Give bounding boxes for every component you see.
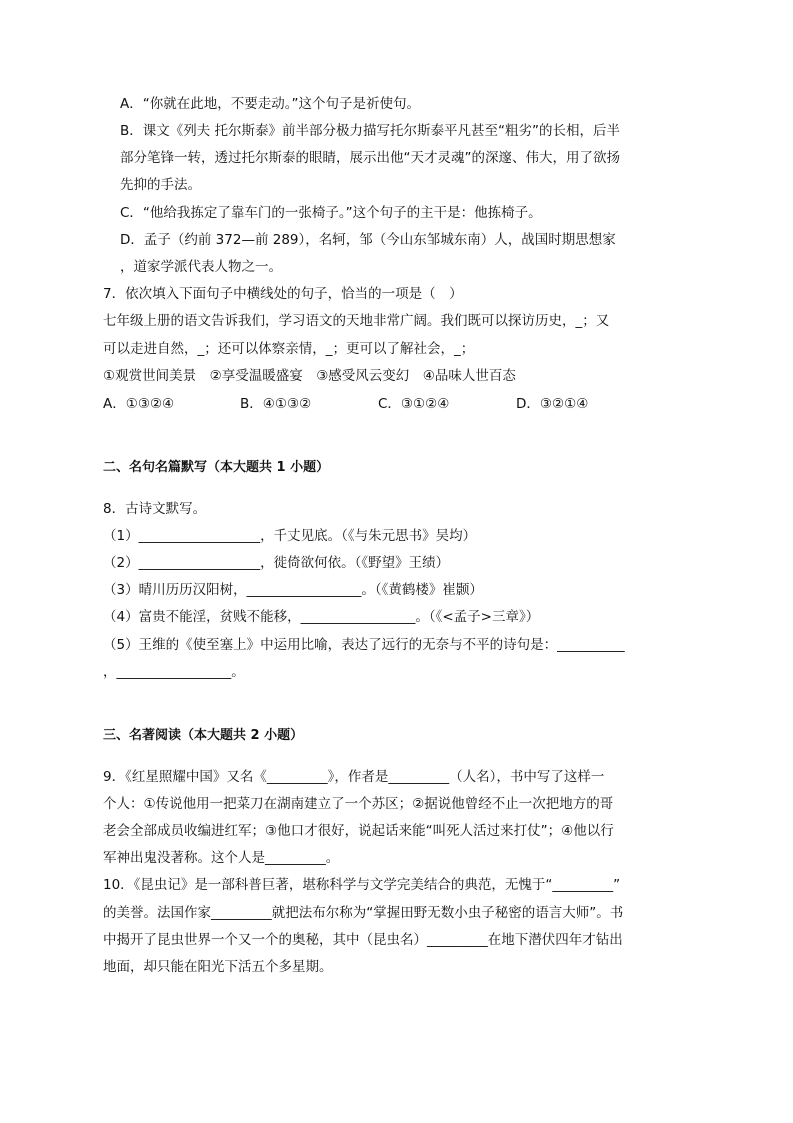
q8-line-3: （3）晴川历历汉阳树，_________________。（《黄鹤楼》崔颢） bbox=[103, 582, 483, 598]
q10-line-4: 地面，却只能在阳光下活五个多星期。 bbox=[103, 959, 333, 975]
section-3-title: 三、名著阅读（本大题共 2 小题） bbox=[103, 728, 304, 743]
section-2-title: 二、名句名篇默写（本大题共 1 小题） bbox=[103, 460, 330, 475]
q6-option-a: A．“你就在此地，不要走动。”这个句子是祈使句。 bbox=[120, 96, 420, 112]
q9-line-1: 9．《红星照耀中国》又名《_________》，作者是_________（人名），书中写了这样一 bbox=[103, 769, 605, 785]
q6-option-b-line3: 先抑的手法。 bbox=[120, 177, 201, 193]
q6-option-d-line2: ，道家学派代表人物之一。 bbox=[120, 259, 282, 275]
q7-choice-d: D．③②①④ bbox=[516, 396, 589, 412]
q7-items: ①观赏世间美景 ②享受温暖盛宴 ③感受风云变幻 ④品味人世百态 bbox=[103, 368, 516, 384]
q7-text-line1: 七年级上册的语文告诉我们，学习语文的天地非常广阔。我们既可以探访历史，_；又 bbox=[103, 313, 610, 329]
q8-line-4: （4）富贵不能淫，贫贱不能移，_________________。（《<孟子>三章》） bbox=[103, 609, 540, 625]
q7-stem: 7．依次填入下面句子中横线处的句子，恰当的一项是（ ） bbox=[103, 286, 463, 302]
q8-line-2: （2）__________________，徙倚欲何依。（《野望》王绩） bbox=[103, 555, 450, 571]
q10-line-2: 的美誉。法国作家_________就把法布尔称为“掌握田野无数小虫子秘密的语言大师”。书 bbox=[103, 905, 624, 921]
q9-line-3: 老会全部成员收编进红军；③他口才很好，说起话来能“叫死人活过来打仗”；④他以行 bbox=[103, 823, 614, 839]
q6-option-b-line2: 部分笔锋一转，透过托尔斯泰的眼睛，展示出他“天才灵魂”的深邃、伟大，用了欲扬 bbox=[120, 150, 620, 166]
q7-text-line2: 可以走进自然，_；还可以体察亲情，_；更可以了解社会，_； bbox=[103, 341, 475, 357]
q6-option-c: C．“他给我拣定了靠车门的一张椅子。”这个句子的主干是：他拣椅子。 bbox=[120, 205, 542, 221]
q9-line-4: 军神出鬼没著称。这个人是_________。 bbox=[103, 850, 340, 866]
q8-line-1: （1）__________________，千丈见底。（《与朱元思书》吴均） bbox=[103, 528, 477, 544]
q6-option-b-line1: B．课文《列夫 托尔斯泰》前半部分极力描写托尔斯泰平凡甚至“粗劣”的长相，后半 bbox=[120, 123, 621, 139]
q8-stem: 8．古诗文默写。 bbox=[103, 501, 207, 517]
q6-option-d-line1: D．孟子（约前 372—前 289），名轲，邹（今山东邹城东南）人，战国时期思想家 bbox=[120, 232, 616, 248]
q7-choice-a: A．①③②④ bbox=[103, 396, 175, 412]
q7-choice-b: B．④①③② bbox=[240, 396, 312, 412]
q9-line-2: 个人：①传说他用一把菜刀在湖南建立了一个苏区；②据说他曾经不止一次把地方的哥 bbox=[103, 796, 614, 812]
q10-line-3: 中揭开了昆虫世界一个又一个的奥秘，其中（昆虫名）_________在地下潜伏四年才钻出 bbox=[103, 932, 623, 948]
q10-line-1: 10．《昆虫记》是一部科普巨著，堪称科学与文学完美结合的典范，无愧于“_________” bbox=[103, 877, 621, 893]
q7-choice-c: C．③①②④ bbox=[378, 396, 450, 412]
q8-line-6: ，_________________。 bbox=[103, 664, 245, 680]
q8-line-5: （5）王维的《使至塞上》中运用比喻，表达了远行的无奈与不平的诗句是：__________ bbox=[103, 637, 625, 653]
